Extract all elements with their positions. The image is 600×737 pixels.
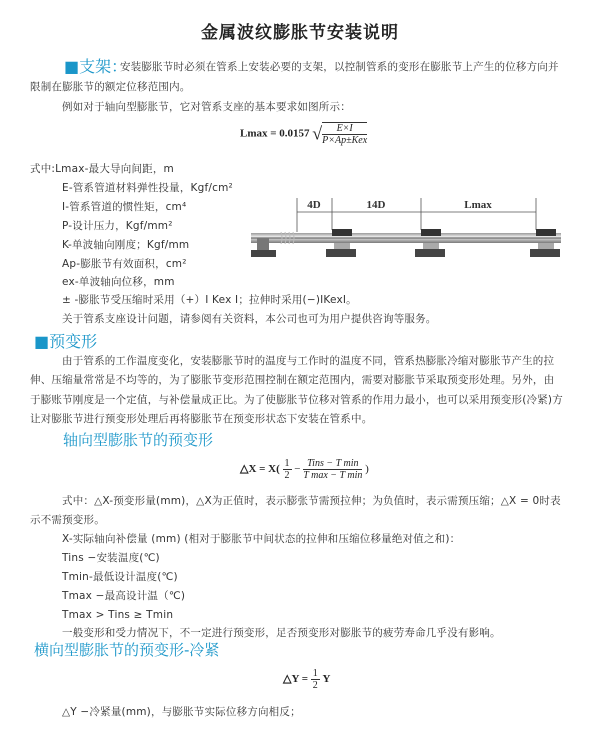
legend-line: 式中:Lmax-最大导向间距，m (30, 163, 174, 175)
dimension-lines (297, 198, 536, 232)
lateral-formula (283, 668, 330, 691)
legend-line: 关于管系支座设计问题，请参阅有关资料，本公司也可为用户提供咨询等服务。 (62, 313, 437, 325)
axial-line: 式中：△X-预变形量(mm)，△X为正值时，表示膨张节需预拉伸；为负值时，表示需预压缩；△X = 0时表 (62, 495, 561, 507)
formula-numerator: E×I (322, 123, 367, 135)
dim-label-14d: 14D (366, 199, 386, 211)
formula-denominator: 2 (312, 680, 318, 691)
support-example: 例如对于轴向型膨胀节，它对管系支座的基本要求如图所示： (62, 101, 351, 113)
half-num: 1 (284, 458, 290, 469)
formula-lhs: △X = X( (240, 463, 280, 476)
formula-rhs: Y (322, 673, 331, 686)
formula-lhs: △Y = (283, 673, 309, 686)
axial-line: 一般变形和受力情况下，不一定进行预变形，足否预变形对膨胀节的疲劳寿命几乎没有影响。 (62, 627, 501, 639)
axial-formula (240, 458, 369, 481)
lateral-heading: 横向型膨胀节的预变形-冷紧 (34, 641, 220, 659)
predeform-para: 让对膨胀节进行预变形处理后再将膨胀节在预变形状态下安装在管系中。 (30, 413, 373, 425)
support-intro: 限制在膨胀节的额定位移范围内。 (30, 81, 191, 93)
formula-lhs: Lmax = 0.0157 (240, 127, 310, 140)
dim-label-4d: 4D (307, 199, 321, 211)
formula-denominator: T max − T min (303, 470, 363, 481)
predeform-para: 于膨账节刚度是一个定值，与补偿量成正比。为了使膨胀节位移对管系的作用力最小，也可以采用预变形(冷紧)方 (30, 394, 563, 406)
half-den: 2 (284, 470, 290, 481)
axial-line: Tmax −最高设计温（℃) (62, 590, 186, 602)
legend-line: E-管系管道材料弹性投量，Kgf/cm² (62, 182, 233, 194)
predeform-heading: ■预变形 (34, 332, 98, 351)
legend-line: I-管系管道的惯性矩，cm⁴ (62, 201, 187, 213)
lmax-formula: Lmax = 0.0157 √ $\frac{E\times I}{\text{P×Ap±Kex}}$ (240, 123, 368, 146)
formula-denominator: P×Ap±Kex (322, 135, 368, 146)
predeform-para: 由于管系的工作温度变化，安装膨胀节时的温度与工作时的温度不同，管系热膨胀冷缩对膨胀节产生的拉 (62, 355, 555, 367)
legend-line: ex-单波轴向位移，mm (62, 276, 175, 288)
axial-line: Tins −安装温度(℃) (62, 552, 160, 564)
axial-heading: 轴向型膨胀节的预变形 (63, 431, 214, 449)
predeform-para: 伸、压缩量常常是不均等的，为了膨胀节变形范围控制在额定范围内，需要对膨胀节采取预变形处理。另外，由 (30, 374, 555, 386)
formula-minus: − (294, 463, 301, 476)
dim-label-lmax: Lmax (464, 199, 492, 211)
axial-line: Tmin-最低设计温度(℃) (62, 571, 178, 583)
formula-rhs: ) (365, 463, 369, 476)
axial-line: X-实际轴向补偿量 (mm) (相对于膨胀节中间状态的拉伸和压缩位移量绝对值之和)： (62, 533, 461, 545)
support-intro: 安装膨胀节时必须在管系上安装必要的支架，以控制管系的变形在膨胀节上产生的位移方向并 (120, 61, 559, 73)
axial-line: 示不需预变形。 (30, 514, 105, 526)
legend-line: ± -膨胀节受压缩时采用（+）I Kex I；拉伸时采用(−)IKexI。 (62, 294, 357, 306)
support-heading: ■支架： (64, 57, 128, 76)
legend-line: K-单波轴向刚度；Kgf/mm (62, 239, 190, 251)
page-title: 金属波纹膨胀节安装说明 (201, 23, 399, 43)
lateral-line: △Y −冷紧量(mm)，与膨胀节实际位移方向相反； (62, 706, 301, 718)
axial-line: Tmax > Tins ≥ Tmin (62, 609, 174, 621)
legend-line: Ap-膨胀节有效面积，cm² (62, 258, 187, 270)
legend-line: P-设计压力，Kgf/mm² (62, 220, 173, 232)
formula-numerator: Tins − T min (303, 458, 362, 470)
formula-numerator: 1 (312, 668, 318, 679)
